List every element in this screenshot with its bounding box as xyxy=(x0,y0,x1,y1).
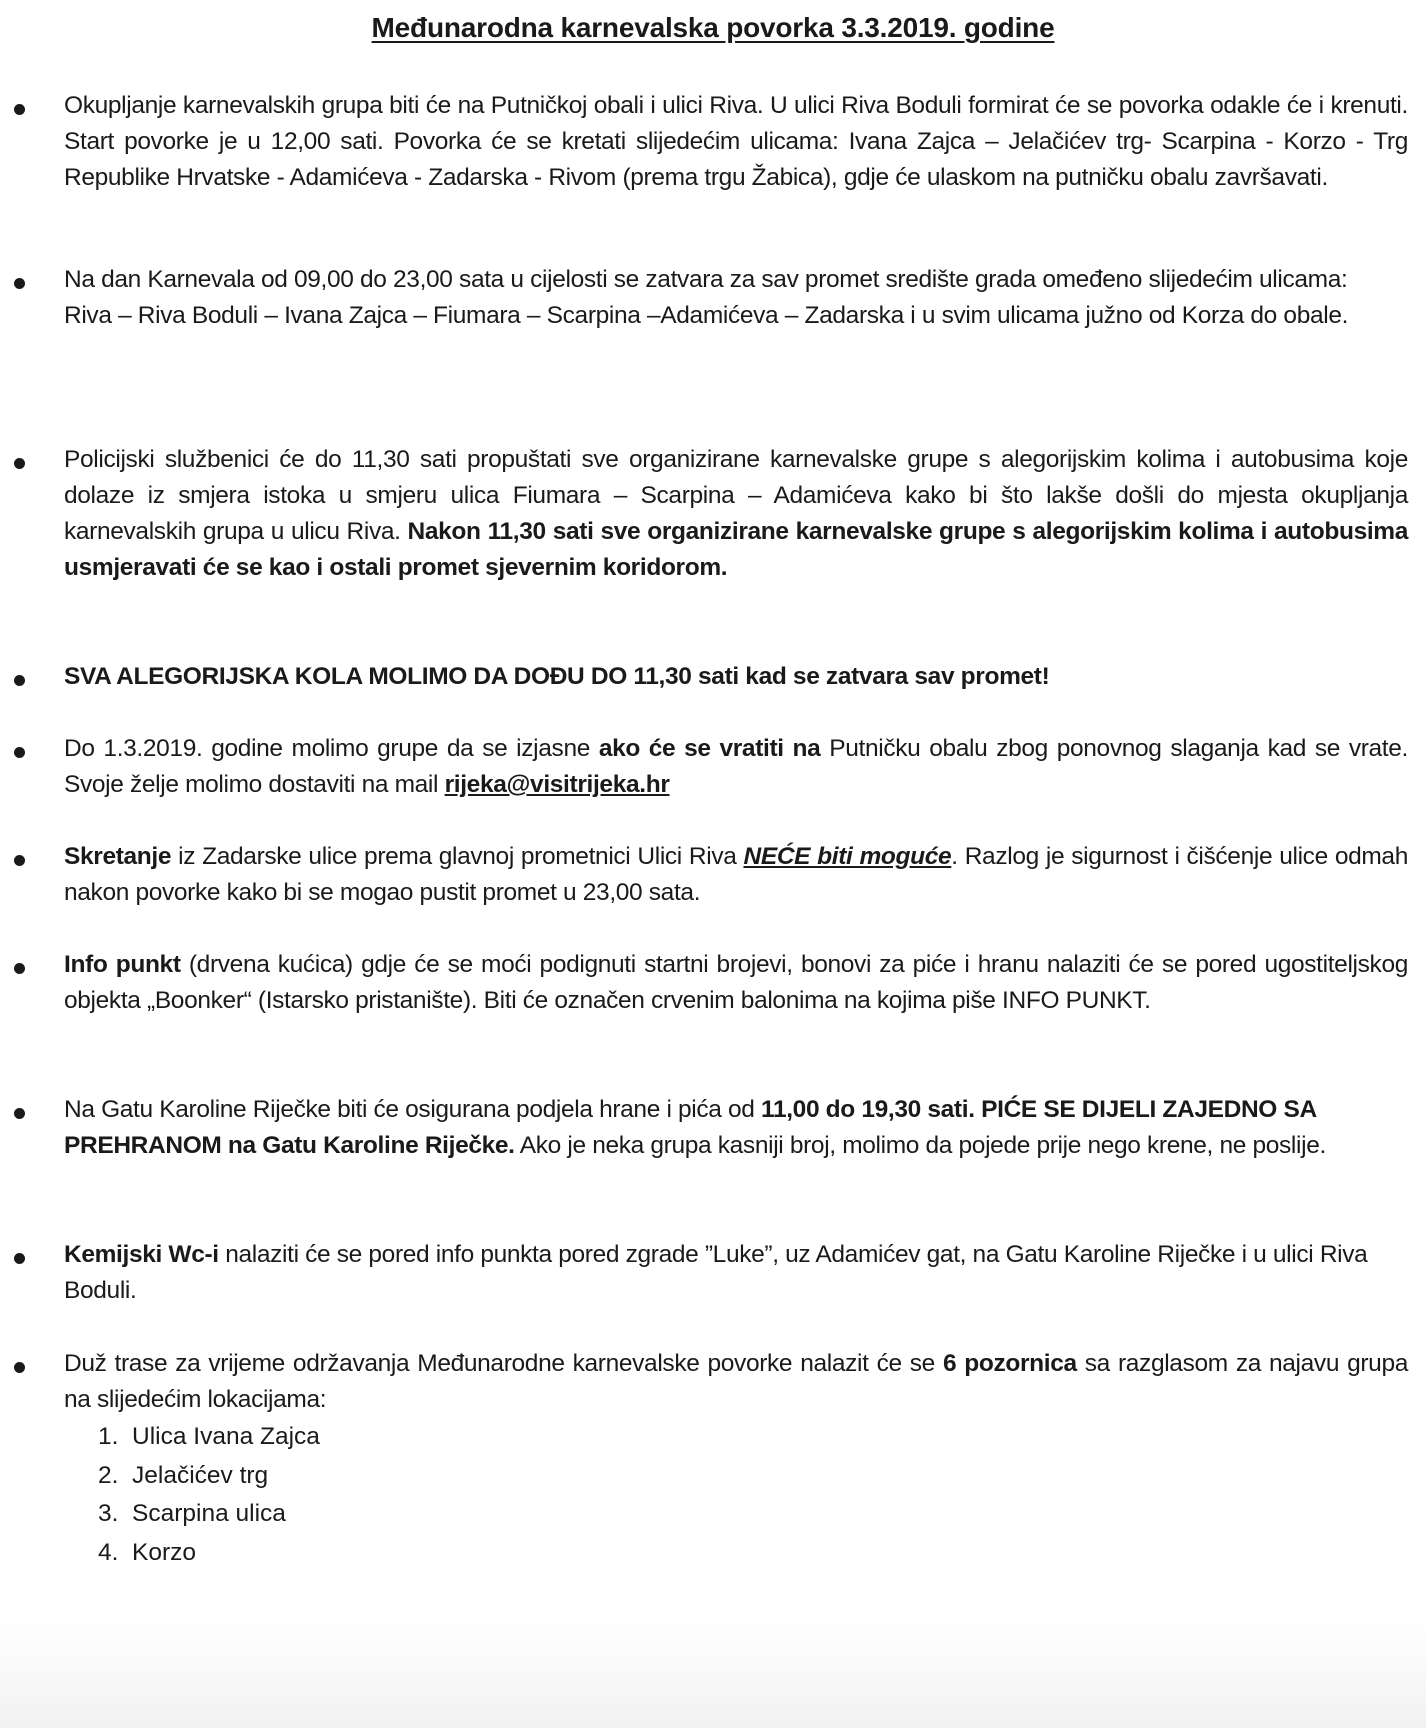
list-item-info-point xyxy=(64,947,1408,1019)
list-item-gathering xyxy=(64,88,1408,196)
item-text-bold: 6 pozornica xyxy=(942,1350,1077,1377)
bullet-icon xyxy=(14,1253,25,1264)
list-item-return-notice xyxy=(64,731,1408,803)
location-number: 2. xyxy=(98,1461,119,1489)
item-text: . Razlog je sigurnost i čišćenje ulice odmah nakon povorke kako bi se mogao pustit promet u 23,00 sata. xyxy=(64,843,1408,906)
stage-location xyxy=(98,1457,320,1496)
location-name: Scarpina ulica xyxy=(132,1500,286,1527)
item-text: Na Gatu Karoline Riječke biti će osigurana podjela hrane i pića od xyxy=(64,1096,762,1123)
list-item-floats-notice xyxy=(64,659,1408,695)
item-text: Putničku obalu zbog ponovnog slaganja kad se vrate. Svoje želje molimo dostaviti na mail xyxy=(64,735,1408,798)
item-text-bold: Skretanje xyxy=(64,843,172,870)
location-number: 1. xyxy=(98,1423,119,1450)
item-text-bold: Nakon 11,30 sati sve organizirane karnevalske grupe s alegorijskim kolima i autobusima usmjeravati će se kao i ostali promet sjevernim koridorom. xyxy=(64,518,1409,581)
item-text-streets: Riva – Riva Boduli – Ivana Zajca – Fiumara – Scarpina –Adamićeva – Zadarska i u svim ulicama južno od Korza do obale. xyxy=(64,302,1349,329)
location-name: Jelačićev trg xyxy=(132,1461,269,1489)
item-text: Okupljanje karnevalskih grupa biti će na Putničkoj obali i ulici Riva. U ulici Riva Boduli formirat će se povorka odakle će i krenuti. Start povorke je u 12,00 sati. Povorka će se kretati slijedećim ulicama: Ivana Zajca – Jelačićev trg- Scarpina - Korzo - Trg Republike Hrvatske - Adamićeva - Zadarska - Rivom (prema trgu Žabica), gdje će ulaskom na putničku obalu završavati. xyxy=(64,92,1408,191)
location-number: 3. xyxy=(98,1500,119,1527)
location-name: Korzo xyxy=(132,1538,197,1566)
item-text: Policijski službenici će do 11,30 sati propuštati sve organizirane karnevalske grupe s alegorijskim kolima i autobusima koje dolaze iz smjera istoka u smjeru ulica Fiumara – Scarpina – Adamićeva kako bi što lakše došli do mjesta okupljanja karnevalskih grupa u ulicu Riva. xyxy=(64,446,1408,545)
item-text-bold: 11,00 do 19,30 sati. PIĆE SE DIJELI ZAJEDNO SA PREHRANOM na Gatu Karoline Riječke. xyxy=(64,1096,1316,1159)
list-item-food-drink xyxy=(64,1092,1408,1164)
list-item-stages xyxy=(64,1346,1408,1418)
bullet-icon xyxy=(14,1108,25,1119)
document-title: Međunarodna karnevalska povorka 3.3.2019. godine xyxy=(371,12,1055,43)
item-text: iz Zadarske ulice prema glavnoj prometnici Ulici Riva xyxy=(171,843,744,870)
item-text: Do 1.3.2019. godine molimo grupe da se izjasne xyxy=(64,735,599,762)
item-text: Duž trase za vrijeme održavanja Međunarodne karnevalske povorke nalazit će se xyxy=(64,1350,943,1377)
list-item-toilets xyxy=(64,1237,1408,1309)
item-text-bold: SVA ALEGORIJSKA KOLA MOLIMO DA DOĐU DO 11,30 sati kad se zatvara sav promet! xyxy=(64,663,1050,690)
item-text: (drvena kućica) gdje će se moći podignuti startni brojevi, bonovi za piće i hranu nalaziti će se pored ugostiteljskog objekta „Boonker“ (Istarsko pristanište). Biti će označen crvenim balonima na kojima piše INFO PUNKT. xyxy=(64,951,1408,1014)
list-item-turning xyxy=(64,839,1408,911)
item-text-bold: Kemijski Wc-i xyxy=(64,1241,219,1268)
bullet-icon xyxy=(14,747,25,758)
item-text-bold: ako će se vratiti na xyxy=(598,735,821,762)
stage-location xyxy=(98,1418,320,1457)
bullet-icon xyxy=(14,278,25,289)
list-item-road-closure xyxy=(64,262,1408,334)
item-text: nalaziti će se pored info punkta pored zgrade ”Luke”, uz Adamićev gat, na Gatu Karoline Riječke i u ulici Riva Boduli. xyxy=(64,1241,1368,1304)
bullet-icon xyxy=(14,458,25,469)
item-text: Na dan Karnevala od 09,00 do 23,00 sata u cijelosti se zatvara za sav promet središte grada omeđeno slijedećim ulicama: xyxy=(64,266,1348,293)
email-link[interactable]: rijeka@visitrijeka.hr xyxy=(444,771,670,798)
stage-location xyxy=(98,1495,320,1534)
list-item-police xyxy=(64,442,1408,586)
location-number: 4. xyxy=(98,1538,119,1566)
bullet-icon xyxy=(14,855,25,866)
bullet-icon xyxy=(14,675,25,686)
item-text: Ako je neka grupa kasniji broj, molimo da pojede prije nego krene, ne poslije. xyxy=(514,1132,1326,1159)
stage-locations-list xyxy=(98,1418,320,1572)
location-name: Ulica Ivana Zajca xyxy=(132,1423,320,1450)
bullet-icon xyxy=(14,104,25,115)
item-text-emphasis: NEĆE biti moguće xyxy=(743,843,952,870)
bullet-icon xyxy=(14,1362,25,1373)
item-text: sa razglasom za najavu grupa na slijedećim lokacijama: xyxy=(64,1350,1409,1413)
bullet-icon xyxy=(14,963,25,974)
page-bottom-shadow xyxy=(0,1618,1426,1728)
item-text-bold: Info punkt xyxy=(64,951,181,978)
stage-location xyxy=(98,1534,320,1573)
